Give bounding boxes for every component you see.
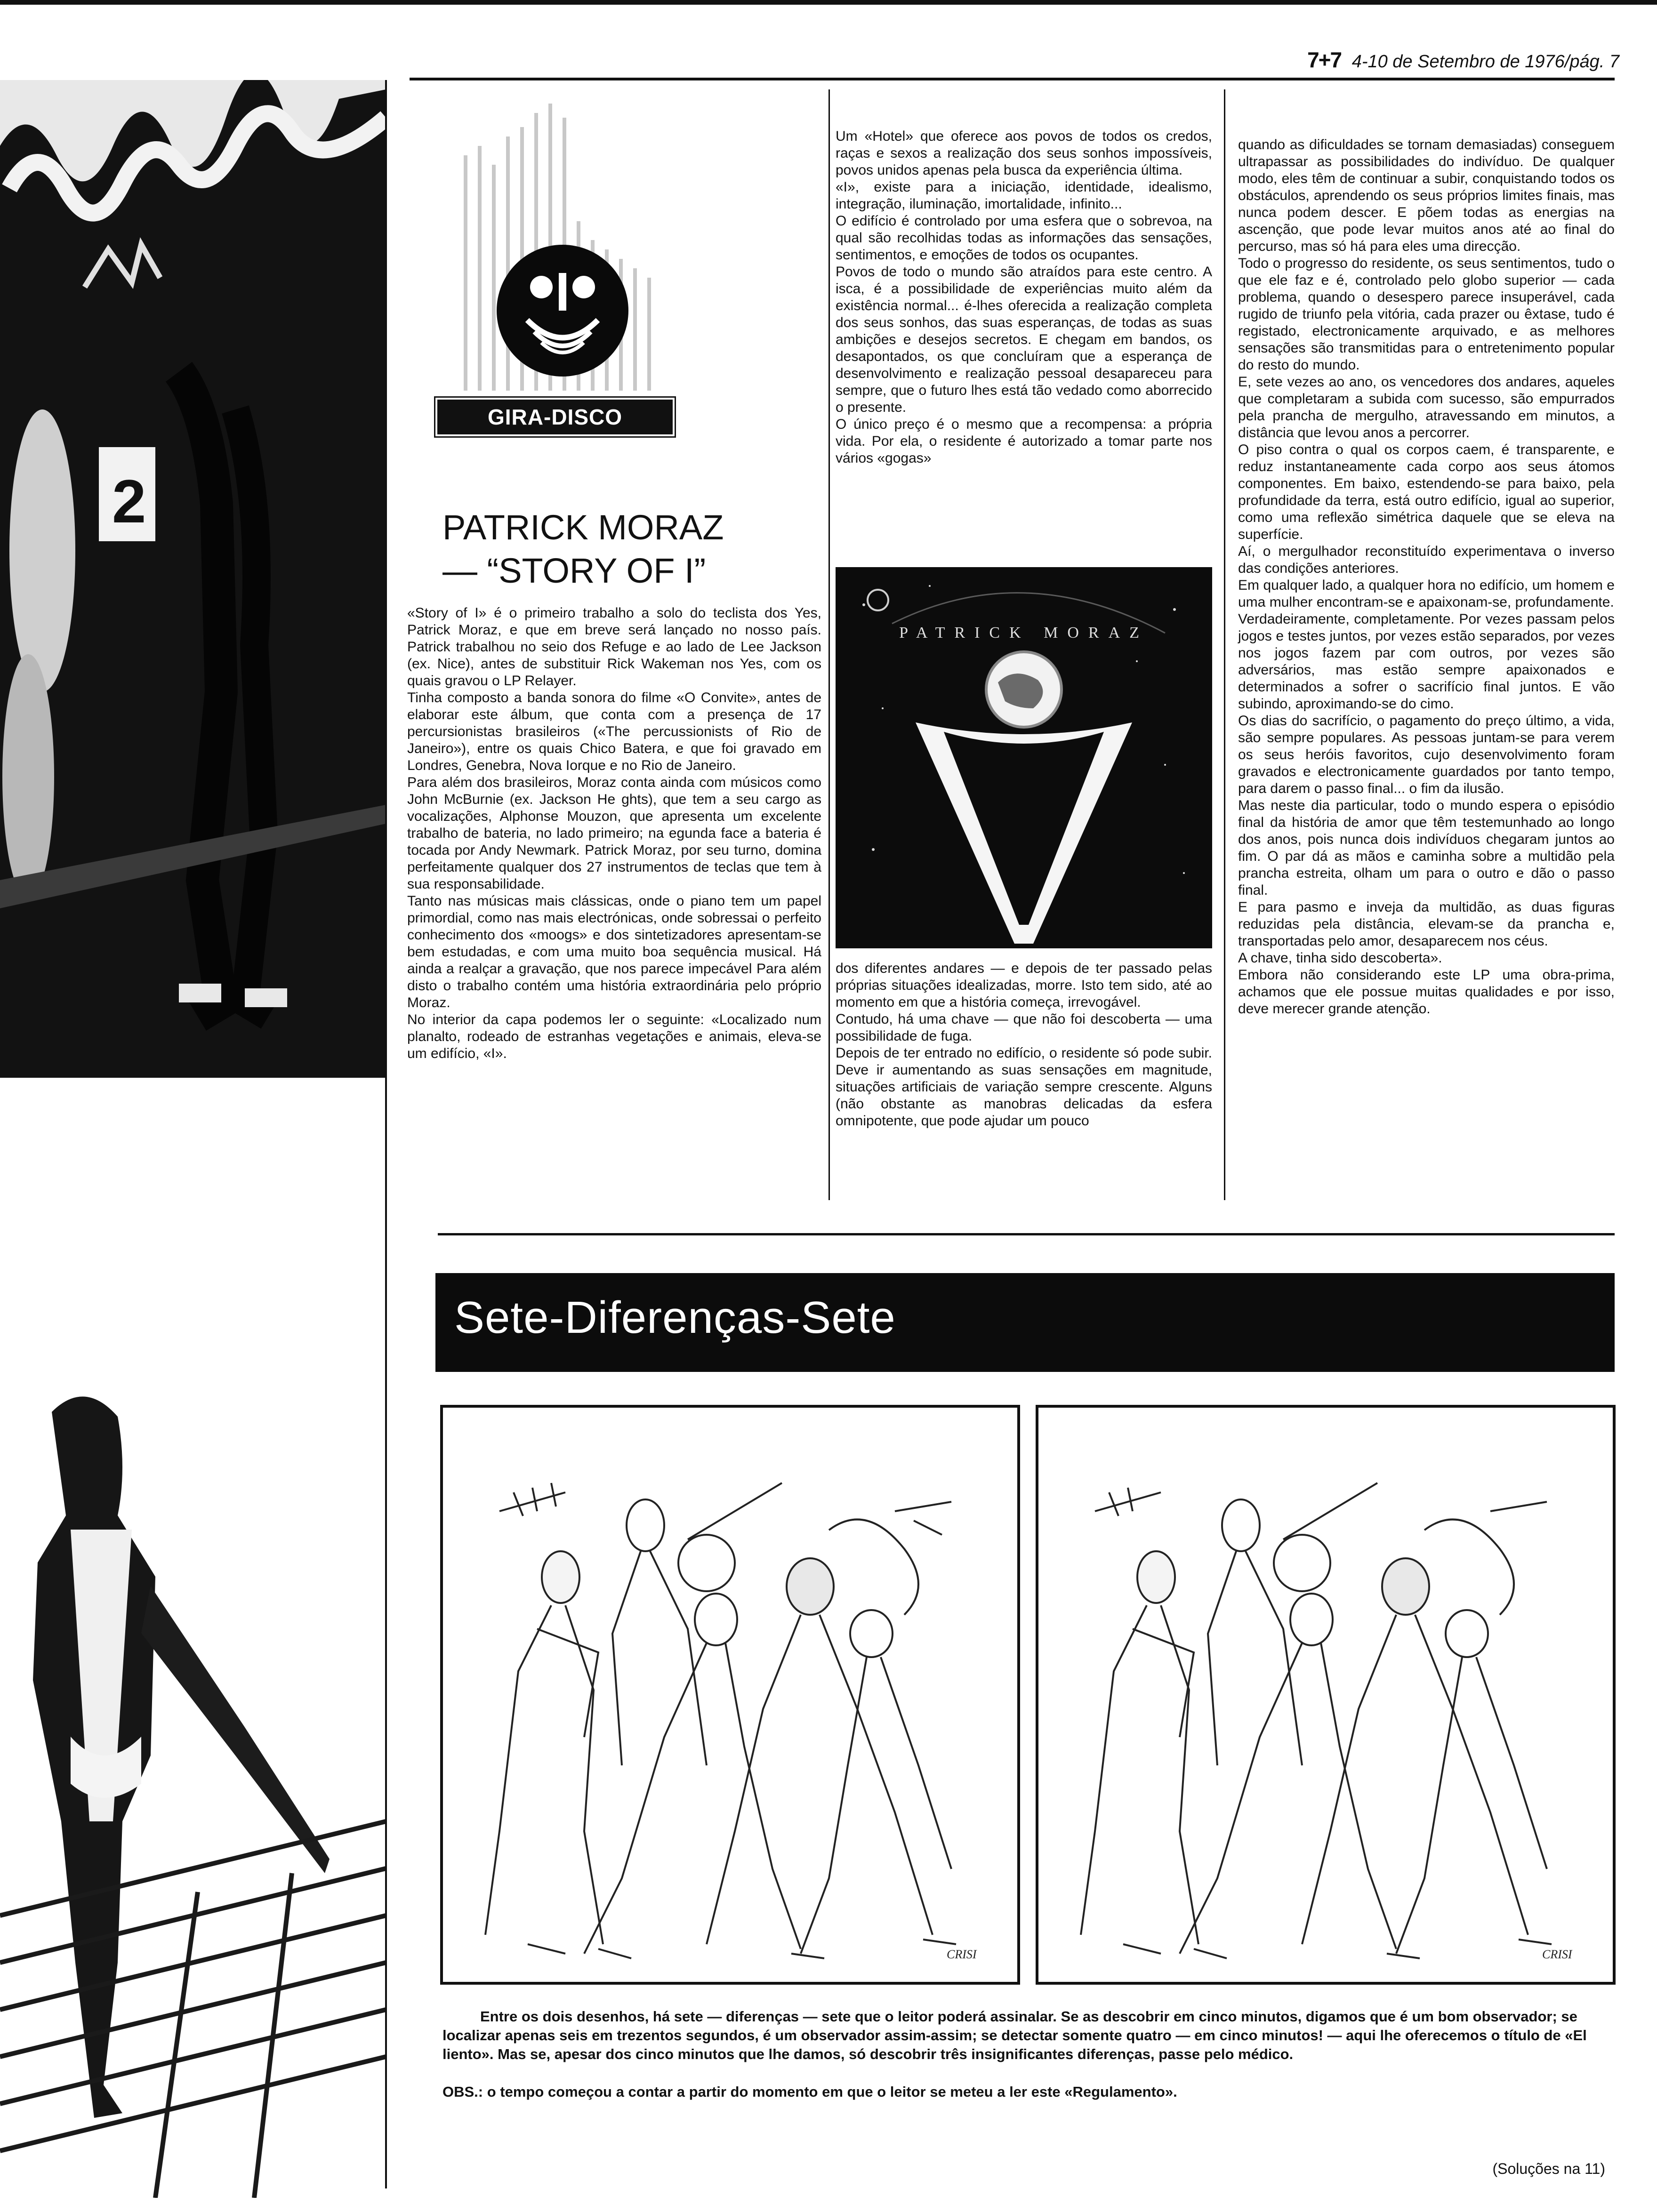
column-rule (1224, 89, 1225, 1200)
pageant-photos (0, 80, 386, 2198)
record-player-icon (445, 99, 666, 438)
paragraph: Verdadeiramente, completamente. Por vezes passam pelos jogos e testes juntos, por vezes estão separados, por vezes nos jogos fazem par com outros, por vezes são adversários, mas estão sempre apaixonados e determinados a sofrer o sacrifício final juntos. E vão subindo, aproximando-se do cimo. (1238, 611, 1615, 712)
paragraph: O único preço é o mesmo que a recompensa: a própria vida. Por ela, o residente é autorizado a tomar parte nos vários «gogas» (836, 417, 1212, 466)
section-rule (438, 1233, 1615, 1235)
paragraph: O piso contra o qual os corpos caem, é transparente, e reduz instantaneamente cada corpo aos seus átomos componentes. Em baixo, estendendo-se para baixo, pela profundidade da terra, está outro edifício, igual ao superior, como uma reflexão simétrica daquele que se eleva na superfície. (1238, 442, 1615, 542)
paragraph: E para pasmo e inveja da multidão, as duas figuras reduzidas pela distância, elevam-se da prancha e, transportadas pelo amor, desaparecem nos céus. (1238, 899, 1615, 949)
paragraph: Os dias do sacrifício, o pagamento do preço último, a vida, são sempre populares. As pessoas juntam-se para verem os seus heróis favoritos, cujo desenvolvimento foram gravados e electronicamente guardados por tanto tempo, para darem o passo final... o fim da ilusão. (1238, 713, 1615, 796)
album-cover (836, 567, 1212, 948)
panel-number: 2 (112, 467, 146, 536)
top-rule (0, 0, 1657, 5)
dancers-illustration-right (1038, 1408, 1607, 1976)
album-artist-text: PATRICK MORAZ (899, 624, 1149, 641)
section-label: GIRA-DISCO (435, 398, 675, 436)
paragraph: A chave, tinha sido descoberta». (1238, 950, 1442, 966)
article-title-line2: — “STORY OF I” (442, 551, 706, 590)
drawing-right[interactable] (1036, 1405, 1616, 1985)
paragraph: Em qualquer lado, a qualquer hora no edifício, um homem e uma mulher encontram-se e apaixonam-se, profundamente. (1238, 577, 1615, 610)
paragraph: Para além dos brasileiros, Moraz conta ainda com músicos como John McBurnie (ex. Jackson He ghts), que tem a seu cargo as vocalizações, Alphonse Mouzon, que apresenta um excelente trabalho de bateria, no lado primeiro; na egunda face a bateria é tocada por Andy Newmark. Patrick Moraz, por seu turno, domina perfeitamente qualquer dos 27 instrumentos de teclas que tem à sua responsabilidade. (407, 775, 821, 892)
rules-paragraph: Entre os dois desenhos, há sete — diferenças — sete que o leitor poderá assinalar. Se as descobrir em cinco minutos, digamos que é um bom observador; se localizar apenas seis em trezentos segundos, é um observador assim-assim; se detectar somente quatro — em cinco minutos! — aqui lhe oferecemos o título de «El liento». Mas se, apesar dos cinco minutos que lhe damos, só descobrir três insignificantes diferenças, passe pelo médico. (442, 2008, 1587, 2062)
dancers-illustration-left (443, 1408, 1012, 1976)
article-column-2-top (836, 128, 1212, 467)
column-rule (828, 89, 830, 1200)
paragraph: Aí, o mergulhador reconstituído experimentava o inverso das condições anteriores. (1238, 544, 1615, 576)
paragraph: quando as dificuldades se tornam demasiadas) conseguem ultrapassar as possibilidades do indivíduo. De qualquer modo, eles têm de continuar a subir, conquistando todos os obstáculos, aprendendo os seus próprios limites finais, mas nunca podem descer. E põem todas as energias na ascenção, que pode levar muitos anos até ao final do percurso, mas só há para eles uma direcção. (1238, 137, 1615, 254)
article-title (442, 506, 828, 593)
paragraph: Tinha composto a banda sonora do filme «O Convite», antes de elaborar este álbum, que conta com a presença de 17 percursionistas brasileiros («The percussionists of Rio de Janeiro»), entre os quais Chico Batera, e que foi gravado em Londres, Genebra, Nova Iorque e no Rio de Janeiro. (407, 690, 821, 773)
article-title-line1: PATRICK MORAZ (442, 508, 724, 547)
drawing-left[interactable] (440, 1405, 1020, 1985)
paragraph: Depois de ter entrado no edifício, o residente só pode subir. Deve ir aumentando as suas sensações em magnitude, situações artificiais de variação sempre crescente. Alguns (não obstante as manobras delicadas da esfera omnipotente, que pode ajudar um pouco (836, 1045, 1212, 1129)
puzzle-rules (442, 2007, 1610, 2064)
paragraph: «Story of I» é o primeiro trabalho a solo do teclista dos Yes, Patrick Moraz, e que em breve será lançado no nosso país. Patrick trabalhou no seio dos Refuge e ao lado de Lee Jackson (ex. Nice), antes de substituir Rick Wakeman nos Yes, com os quais gravou o LP Relayer. (407, 605, 821, 689)
puzzle-note: OBS.: o tempo começou a contar a partir do momento em que o leitor se meteu a ler este «Regulamento». (442, 2084, 1177, 2100)
header-rule (410, 78, 1615, 80)
article-column-2-bottom (836, 960, 1212, 1130)
artist-signature: CRISI (1542, 1948, 1572, 1961)
photo-column-rule (385, 80, 387, 2188)
solutions-reference: (Soluções na 11) (1492, 2160, 1605, 2177)
paragraph: Povos de todo o mundo são atraídos para este centro. A isca, é a possibilidade de experiências muito além da existência normal... é-lhes oferecida a realização completa dos seus sonhos, das suas esperanças, de todas as suas ambições e desejos secretos. E chegam em bandos, os desapontados, os que concluíram que a esperança de desenvolvimento e realização pessoal desapareceu para sempre, que o futuro lhes está tão vedado como aborrecido o presente. (836, 264, 1212, 415)
paragraph: Embora não considerando este LP uma obra-prima, achamos que ele possue muitas qualidades e por isso, deve merecer grande atenção. (1238, 967, 1615, 1017)
paragraph: Todo o progresso do residente, os seus sentimentos, tudo o que ele faz e é, controlado pelo globo superior — cada problema, quando o desespero parece insuperável, cada rugido de triunfo pela vitória, cada prazer ou êxtase, tudo é registado, electronicamente arquivado, e as melhores sensações são transmitidas para o entretenimento popular do resto do mundo. (1238, 256, 1615, 373)
paragraph: Contudo, há uma chave — que não foi descoberta — uma possibilidade de fuga. (836, 1011, 1212, 1044)
paragraph: E, sete vezes ao ano, os vencedores dos andares, aqueles que completaram a subida com sucesso, são empurrados pela prancha de mergulho, atravessando em minutos, a distância que levou anos a percorrer. (1238, 374, 1615, 441)
paragraph: Tanto nas músicas mais clássicas, onde o piano tem um papel primordial, como nas mais electrónicas, onde sobressai o perfeito conhecimento dos «moogs» e dos sintetizadores apresentam-se bem estudadas, e com uma muito boa sequência musical. Há ainda a realçar a gravação, que nos parece impecável Para além disto o trabalho contém uma história extraordinária pelo próprio Moraz. (407, 893, 821, 1010)
page-header (1307, 47, 1619, 72)
paragraph: No interior da capa podemos ler o seguinte: «Localizado num planalto, rodeado de estranhas vegetações e animais, eleva-se um edifício, «I». (407, 1012, 821, 1061)
issue-date-page: 4-10 de Setembro de 1976/pág. 7 (1351, 52, 1619, 72)
photo-strip (0, 80, 386, 2198)
article-column-1 (407, 605, 821, 1062)
article-column-3 (1238, 136, 1615, 1018)
artist-signature: CRISI (947, 1948, 977, 1961)
publication-logo: 7+7 (1307, 48, 1342, 72)
paragraph: dos diferentes andares — e depois de ter passado pelas próprias situações idealizadas, morre. Isto tem sido, até ao momento em que a história começa, irrevogável. (836, 961, 1212, 1010)
paragraph: Mas neste dia particular, todo o mundo espera o episódio final da história de amor que têm testemunhado ao longo dos anos, pois nunca dois indivíduos chegaram juntos ao fim. O par dá as mãos e caminha sobre a multidão pela prancha estreita, olham um para o outro e dão o passo final. (1238, 798, 1615, 898)
gira-disco-logo (445, 99, 666, 438)
puzzle-title: Sete-Diferenças-Sete (454, 1292, 896, 1343)
album-artwork (836, 567, 1212, 948)
paragraph: «I», existe para a iniciação, identidade, idealismo, integração, iluminação, imortalidade, infinito... (836, 179, 1212, 212)
paragraph: Um «Hotel» que oferece aos povos de todos os credos, raças e sexos a realização dos seus sonhos impossíveis, povos unidos apenas pela busca da experiência última. (836, 128, 1212, 178)
paragraph: O edifício é controlado por uma esfera que o sobrevoa, na qual são recolhidas todas as informações das sensações, sentimentos, e emoções de todos os ocupantes. (836, 213, 1212, 263)
